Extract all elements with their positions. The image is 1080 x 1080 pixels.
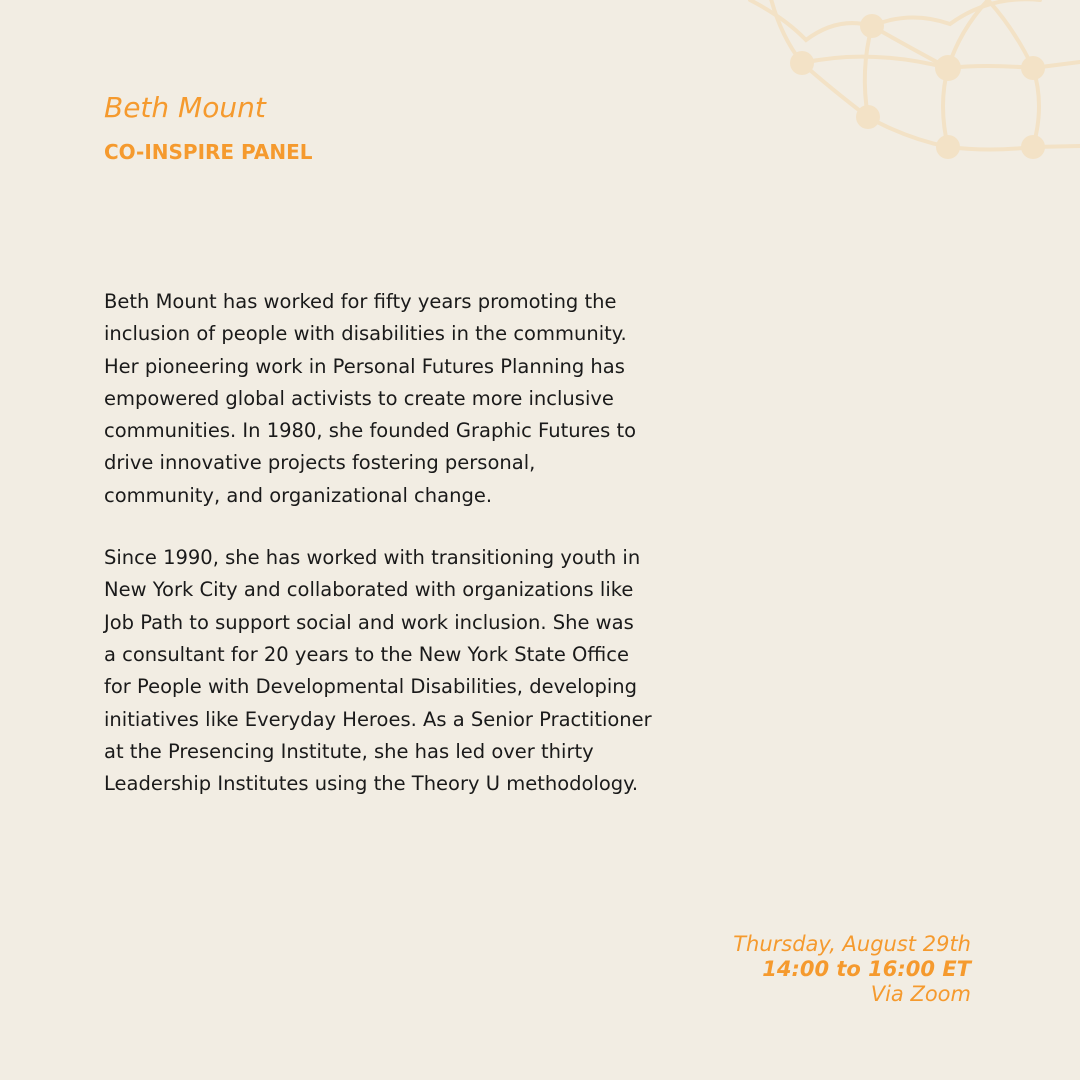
bio-line: empowered global activists to create more inclusive	[104, 386, 614, 410]
speaker-bio	[104, 286, 744, 830]
bio-line: Beth Mount has worked for fifty years promoting the	[104, 290, 617, 313]
speaker-name: Beth Mount	[104, 91, 266, 124]
bio-line: for People with Developmental Disabilities, developing	[104, 675, 637, 699]
event-location: Via Zoom	[870, 982, 971, 1006]
bio-line: initiatives like Everyday Heroes. As a Senior Practitioner	[104, 707, 652, 731]
event-date: Thursday, August 29th	[733, 932, 971, 956]
network-globe-icon	[740, 0, 1080, 180]
panel-label: CO-INSPIRE PANEL	[104, 140, 313, 164]
bio-line: a consultant for 20 years to the New York State Office	[104, 642, 629, 666]
bio-line: drive innovative projects fostering personal,	[104, 451, 536, 475]
event-time: 14:00 to 16:00 ET	[762, 957, 971, 981]
bio-line: inclusion of people with disabilities in the community.	[104, 322, 627, 346]
bio-paragraph-2	[104, 542, 744, 800]
bio-line: Leadership Institutes using the Theory U methodology.	[104, 772, 639, 796]
bio-line: New York City and collaborated with organizations like	[104, 578, 634, 602]
bio-line: Since 1990, she has worked with transitioning youth in	[104, 546, 641, 570]
bio-line: Her pioneering work in Personal Futures Planning has	[104, 354, 625, 378]
bio-paragraph-1	[104, 286, 744, 512]
bio-line: Job Path to support social and work inclusion. She was	[104, 610, 634, 634]
event-details	[733, 932, 971, 1007]
bio-line: communities. In 1980, she founded Graphic Futures to	[104, 419, 637, 443]
bio-line: community, and organizational change.	[104, 483, 493, 507]
bio-line: at the Presencing Institute, she has led over thirty	[104, 739, 594, 763]
